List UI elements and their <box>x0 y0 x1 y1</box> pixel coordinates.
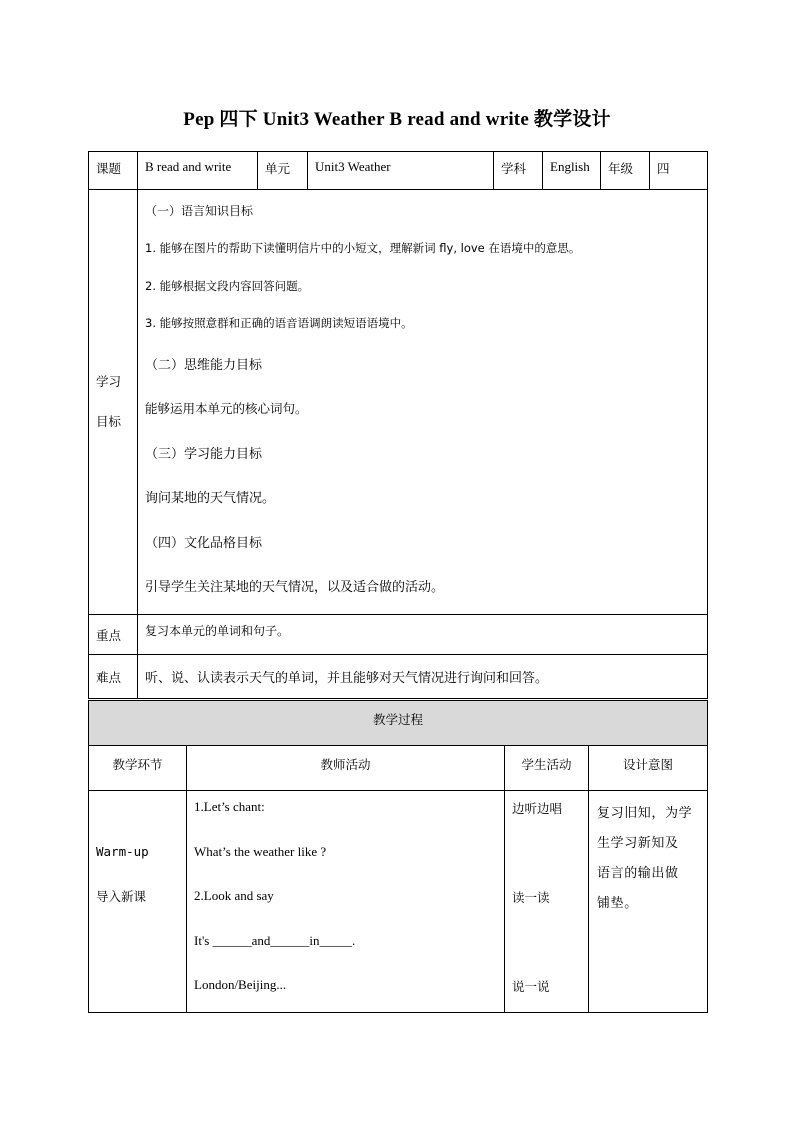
objective-line-1: 1. 能够在图片的帮助下读懂明信片中的小短文，理解新词 fly, love 在语境中的意思。 <box>145 241 581 255</box>
page-title: Pep 四下 Unit3 Weather B read and write 教学设计 <box>183 109 611 130</box>
objectives-label-2: 目标 <box>96 414 122 429</box>
warmup-stage-en: Warm-up <box>96 844 149 859</box>
unit-label: 单元 <box>265 161 291 176</box>
objective-line-6: 引导学生关注某地的天气情况，以及适合做的活动。 <box>145 580 445 595</box>
teacher-line-3: 2.Look and say <box>194 888 274 903</box>
warmup-row <box>89 791 708 1013</box>
difficulty-label: 难点 <box>96 669 122 685</box>
teacher-line-1: 1.Let’s chant: <box>194 799 265 814</box>
objective-line-5: 询问某地的天气情况。 <box>145 491 276 506</box>
lesson-info-table <box>88 151 708 699</box>
intent-line-1: 复习旧知，为学 <box>597 806 693 821</box>
warmup-stage-cn: 导入新课 <box>96 889 147 904</box>
objective-line-4: 能够运用本单元的核心词句。 <box>145 401 308 416</box>
teacher-line-5: London/Beijing... <box>194 977 287 992</box>
difficulty-row <box>89 655 708 699</box>
process-columns-row <box>89 746 708 791</box>
unit-value: Unit3 Weather <box>315 159 391 174</box>
topic-value: B read and write <box>145 159 232 174</box>
teacher-line-2: What’s the weather like ? <box>194 844 327 859</box>
objective-heading-3: （三）学习能力目标 <box>145 447 263 462</box>
objective-heading-2: （二）思维能力目标 <box>145 358 263 373</box>
key-point-value: 复习本单元的单词和句子。 <box>145 624 290 638</box>
col-stage: 教学环节 <box>112 757 163 772</box>
student-line-3: 说一说 <box>512 979 550 994</box>
col-intent: 设计意图 <box>623 757 674 772</box>
process-header-row <box>89 701 708 746</box>
student-line-1: 边听边唱 <box>512 801 563 816</box>
objective-line-3: 3. 能够按照意群和正确的语音语调朗读短语语境中。 <box>145 316 413 330</box>
objectives-content <box>138 190 708 615</box>
col-student: 学生活动 <box>521 757 572 772</box>
grade-value: 四 <box>657 161 670 176</box>
subject-label: 学科 <box>501 161 527 176</box>
teacher-line-4: It's ______and______in_____. <box>194 933 356 948</box>
intent-line-2: 生学习新知及 <box>597 836 679 851</box>
objective-line-2: 2. 能够根据文段内容回答问题。 <box>145 279 310 293</box>
topic-label: 课题 <box>96 161 122 176</box>
objective-heading-1: （一）语言知识目标 <box>145 204 254 218</box>
header-row <box>89 152 708 190</box>
col-teacher: 教师活动 <box>320 757 371 772</box>
key-point-row <box>89 615 708 655</box>
grade-label: 年级 <box>608 161 634 176</box>
subject-value: English <box>550 159 590 174</box>
student-line-2: 读一读 <box>512 890 550 905</box>
intent-line-4: 铺垫。 <box>597 896 638 911</box>
objective-heading-4: （四）文化品格目标 <box>145 536 263 551</box>
teaching-process-table <box>88 700 708 1013</box>
intent-line-3: 语言的输出做 <box>597 866 679 881</box>
difficulty-value: 听、说、认读表示天气的单词，并且能够对天气情况进行询问和回答。 <box>145 671 549 686</box>
objectives-row <box>89 190 708 615</box>
process-header: 教学过程 <box>373 712 424 727</box>
key-point-label: 重点 <box>96 627 122 643</box>
objectives-label-1: 学习 <box>96 374 122 389</box>
